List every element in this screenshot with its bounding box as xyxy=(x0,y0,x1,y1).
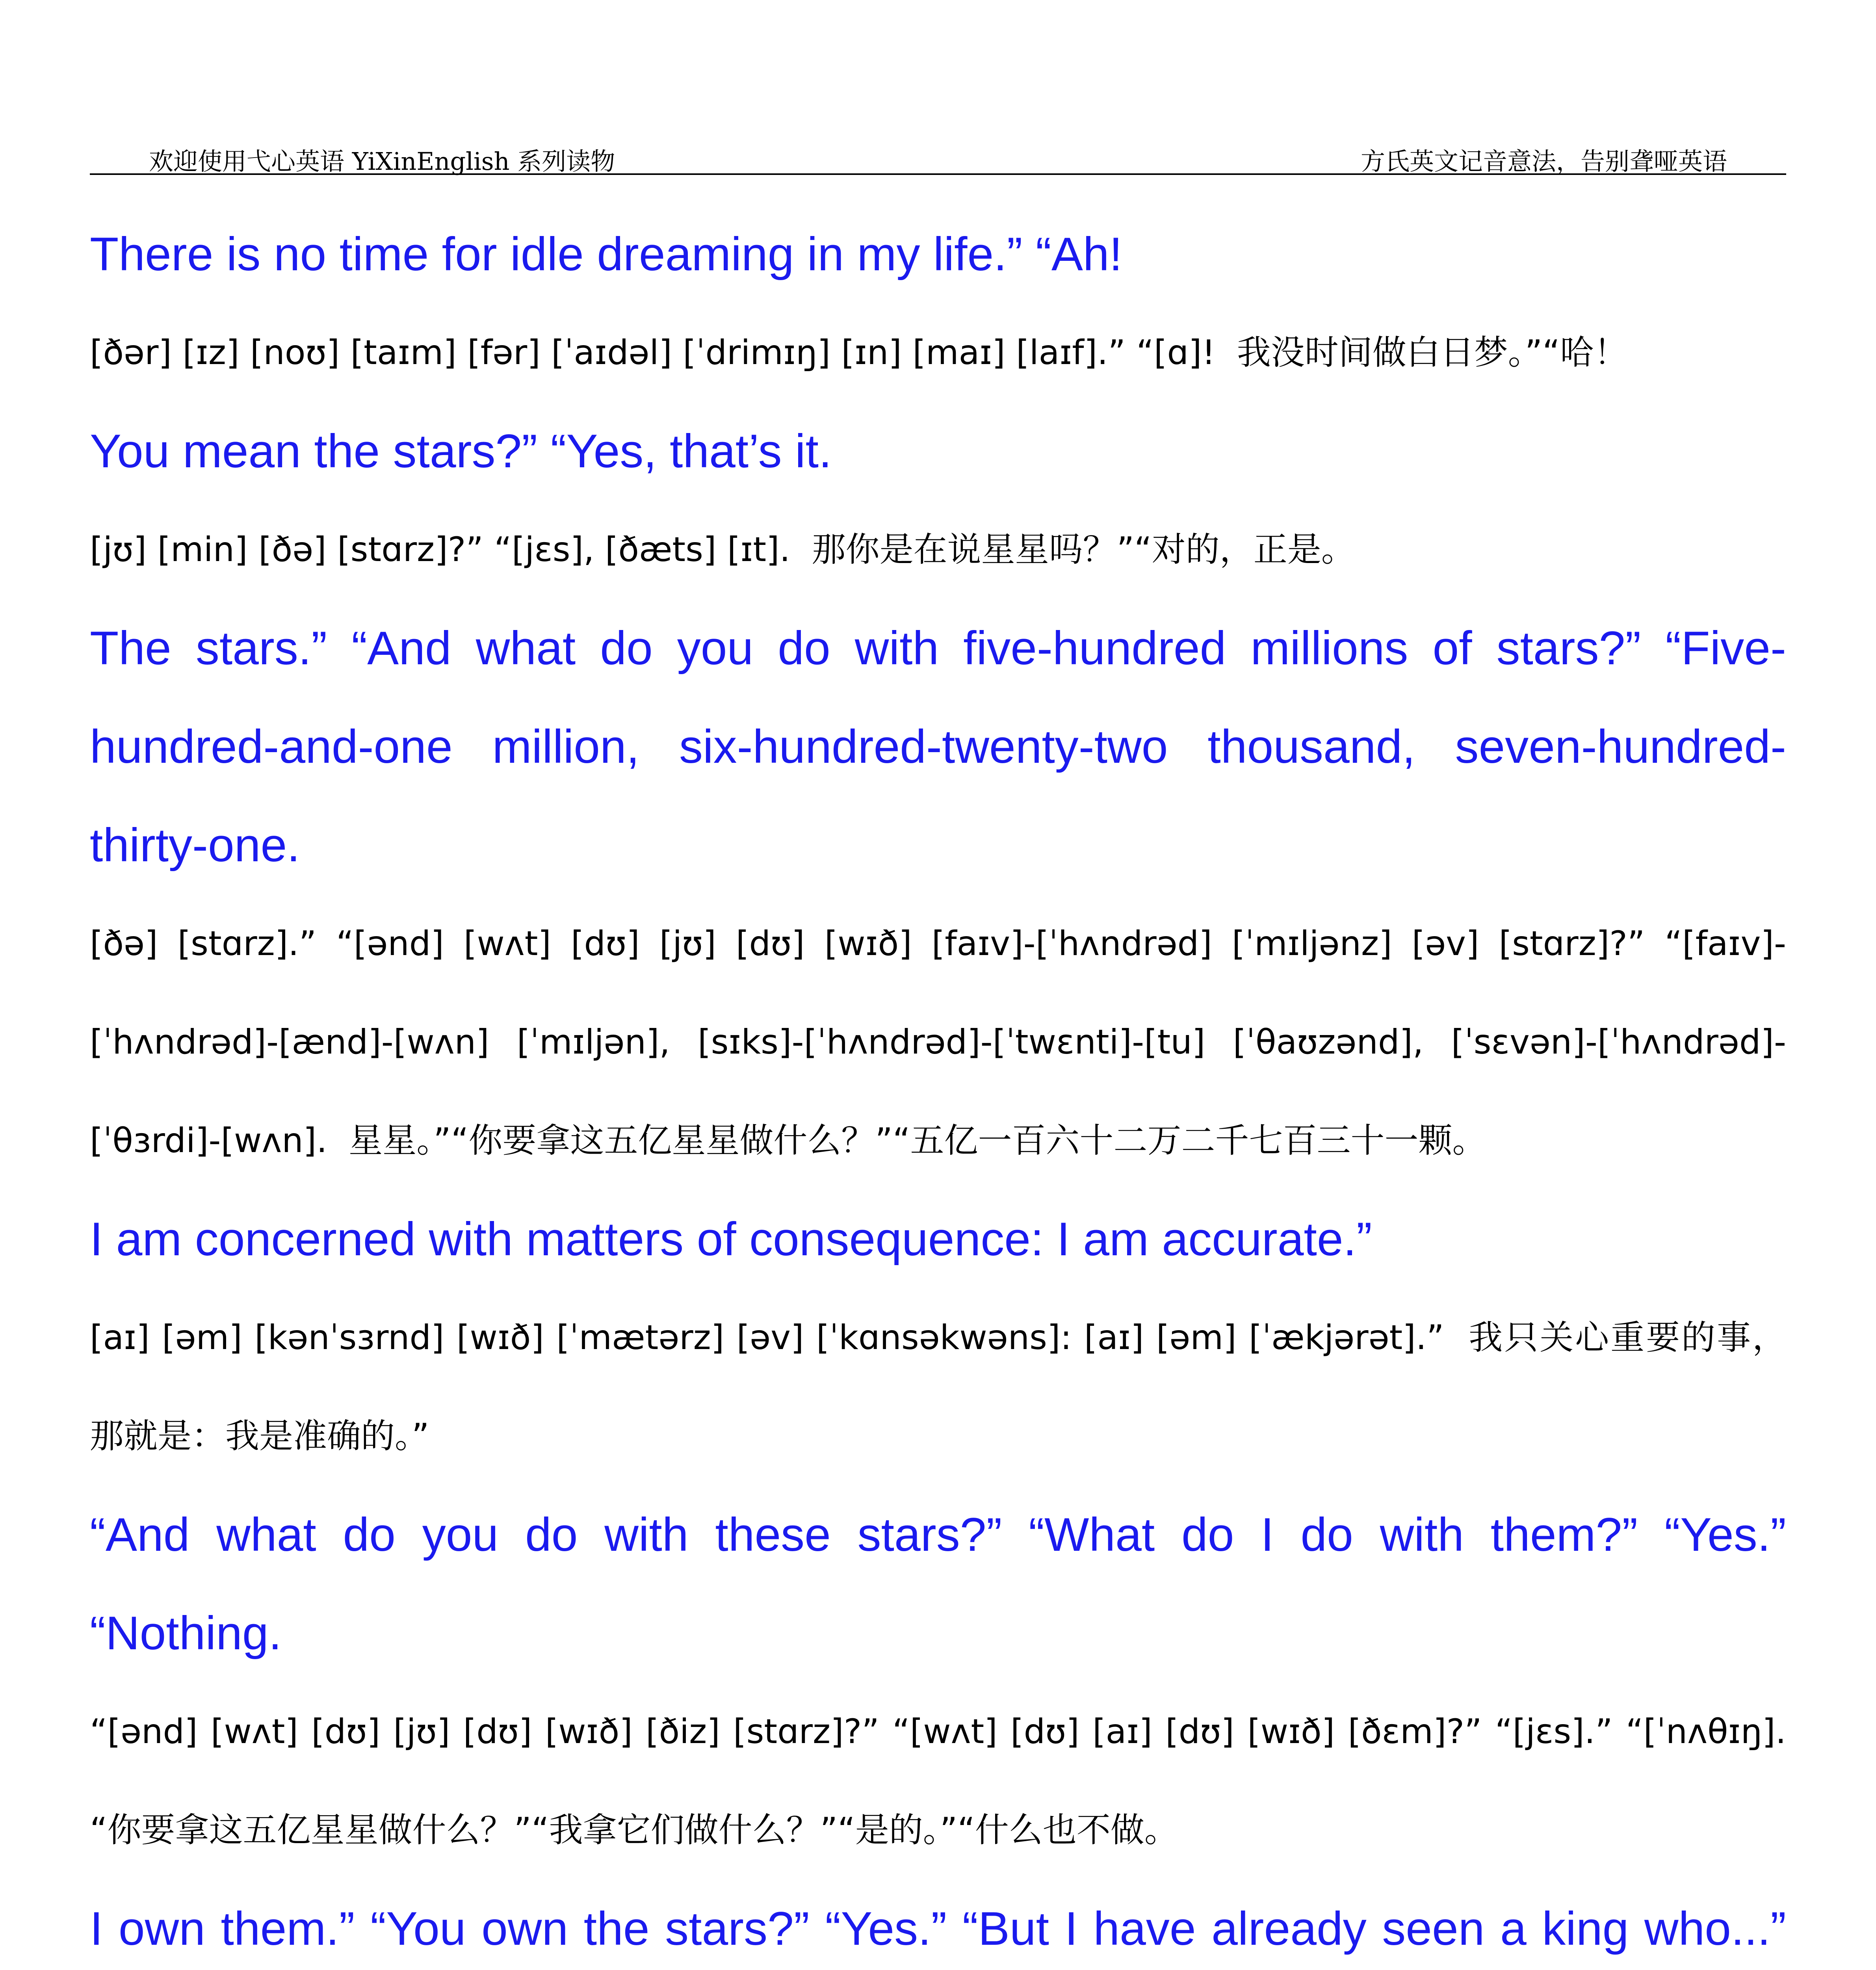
phonetic-translation-paragraph: [jʊ] [min] [ðə] [stɑrz]?” “[jɛs], [ðæts] [ɪt]. 那你是在说星星吗？”“对的，正是。 xyxy=(90,530,1355,569)
phonetic-translation-paragraph: “[ənd] [wʌt] [dʊ] [jʊ] [dʊ] [wɪð] [ðiz] [stɑrz]?” “[wʌt] [dʊ] [aɪ] [dʊ] [wɪð] [ðɛm]?” “[jɛs].” “[ˈnʌθɪŋ]. “你要拿这五亿星星做什么？”“我拿它们做什么？”“是的。”“什么也不做。 xyxy=(90,1712,1797,1850)
header-series-title: 欢迎使用弋心英语 YiXinEnglish 系列读物 xyxy=(149,147,615,176)
english-paragraph: The stars.” “And what do you do with five-hundred millions of stars?” “Five-hundred-and-one million, six-hundred-twenty-two thousand, seven-hundred-thirty-one. xyxy=(90,622,1786,872)
english-paragraph: I own them.” “You own the stars?” “Yes.” “But I have already seen a king who...” xyxy=(90,1902,1786,1955)
header-slogan: 方氏英文记音意法，告别聋哑英语 xyxy=(1360,147,1727,176)
phonetic-translation-paragraph: [aɪ] [əm] [kənˈsɜrnd] [wɪð] [ˈmætərz] [əv] [ˈkɑnsəkwəns]: [aɪ] [əm] [ˈækjərət].” 我只关心重要的事，那就是：我是准确的。” xyxy=(90,1318,1786,1456)
english-paragraph: “And what do you do with these stars?” “What do I do with them?” “Yes.” “Nothing. xyxy=(90,1508,1800,1660)
page-header xyxy=(90,134,1786,175)
english-paragraph: I am concerned with matters of consequence: I am accurate.” xyxy=(90,1213,1372,1266)
english-paragraph: You mean the stars?” “Yes, that’s it. xyxy=(90,425,832,478)
english-paragraph: There is no time for idle dreaming in my life.” “Ah! xyxy=(90,228,1122,281)
phonetic-translation-paragraph: [ðər] [ɪz] [noʊ] [taɪm] [fər] [ˈaɪdəl] [ˈdrimɪŋ] [ɪn] [maɪ] [laɪf].” “[ɑ]! 我没时间做白日梦。”“哈！ xyxy=(90,333,1628,372)
phonetic-translation-paragraph: [ðə] [stɑrz].” “[ənd] [wʌt] [dʊ] [jʊ] [dʊ] [wɪð] [faɪv]-[ˈhʌndrəd] [ˈmɪljənz] [əv] [stɑrz]?” “[faɪv]-[ˈhʌndrəd]-[ænd]-[wʌn] [ˈmɪljən], [sɪks]-[ˈhʌndrəd]-[ˈtwɛnti]-[tu] [ˈθaʊzənd], [ˈsɛvən]-[ˈhʌndrəd]-[ˈθɜrdi]-[wʌn]. 星星。”“你要拿这五亿星星做什么？”“五亿一百六十二万二千七百三十一颗。 xyxy=(90,924,1786,1160)
document-body xyxy=(90,205,1800,1970)
